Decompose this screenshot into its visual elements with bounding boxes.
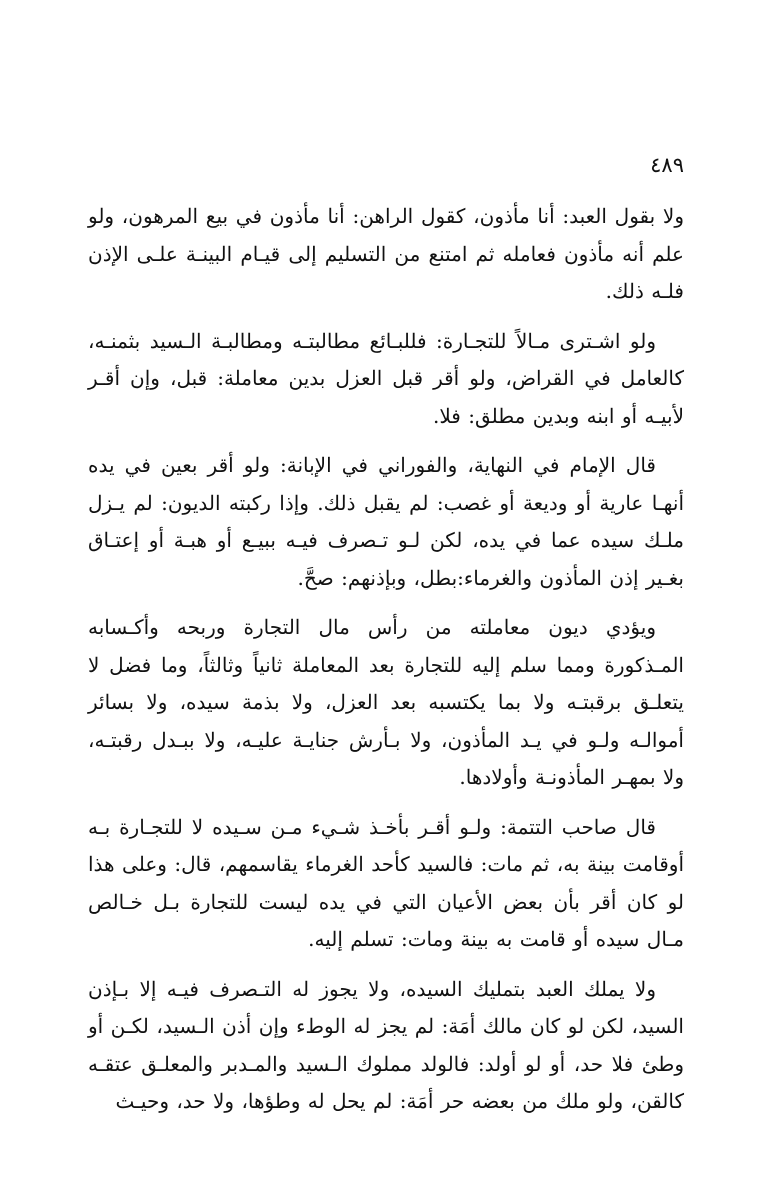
paragraph-1: ولا بقول العبد: أنا مأذون، كقول الراهن: أنا مأذون في بيع المرهون، ولو علم أنه مأذون فعامله ثم امتنع من التسليم إلى قيـام البينـة علـى الإذن فلـه ذلك. xyxy=(88,204,684,303)
page-number: ٤٨٩ xyxy=(650,153,684,177)
paragraph-6: ولا يملك العبد بتمليك السيده، ولا يجوز له التـصرف فيـه إلا بـإذن السيد، لكن لو كان مالك أمَة: لم يجز له الوطء وإن أذن الـسيد، لكـن أو وطئ فلا حد، أو لو أولد: فالولد مملوك الـسيد والمـدبر والمعلـق عتقـه كالقن، ولو ملك من بعضه حر أمَة: لم يحل له وطؤها، ولا حد، وحيـث xyxy=(88,976,684,1113)
paragraph-3: قال الإمام في النهاية، والفوراني في الإبانة: ولو أقر بعين في يده أنهـا عارية أو وديعة أو غصب: لم يقبل ذلك. وإذا ركبته الديون: لم يـزل ملـك سيده عما في يده، لكن لـو تـصرف فيـه ببيـع أو هبـة أو إعتـاق بغـير إذن المأذون والغرماء:بطل، وبإذنهم: صحَّ. xyxy=(88,453,684,590)
document-page xyxy=(88,148,684,1133)
paragraph-2: ولو اشـترى مـالاً للتجـارة: فللبـائع مطالبتـه ومطالبـة الـسيد بثمنـه، كالعامل في القراض، ولو أقر قبل العزل بدين معاملة: قبل، وإن أقـر لأبيـه أو ابنه وبدين مطلق: فلا. xyxy=(88,328,684,428)
paragraph-5: قال صاحب التتمة: ولـو أقـر بأخـذ شـيء مـن سـيده لا للتجـارة بـه أوقامت بينة به، ثم مات: فالسيد كأحد الغرماء يقاسمهم، قال: وعلى هذا لو كان أقر بأن بعض الأعيان التي في يده ليست للتجارة بـل خـالص مـال سيده أو قامت به بينة ومات: تسلم إليه. xyxy=(88,814,684,951)
paragraph-4: ويؤدي ديون معاملته من رأس مال التجارة وربحه وأكـسابه المـذكورة ومما سلم إليه للتجارة بعد المعاملة ثانياً وثالثاً، وما فضل لا يتعلـق برقبتـه ولا بما يكتسبه بعد العزل، ولا بذمة سيده، ولا بسائر أموالـه ولـو في يـد المأذون، ولا بـأرش جنايـة عليـه، ولا ببـدل رقبتـه، ولا بمهـر المأذونـة وأولادها. xyxy=(88,615,684,789)
